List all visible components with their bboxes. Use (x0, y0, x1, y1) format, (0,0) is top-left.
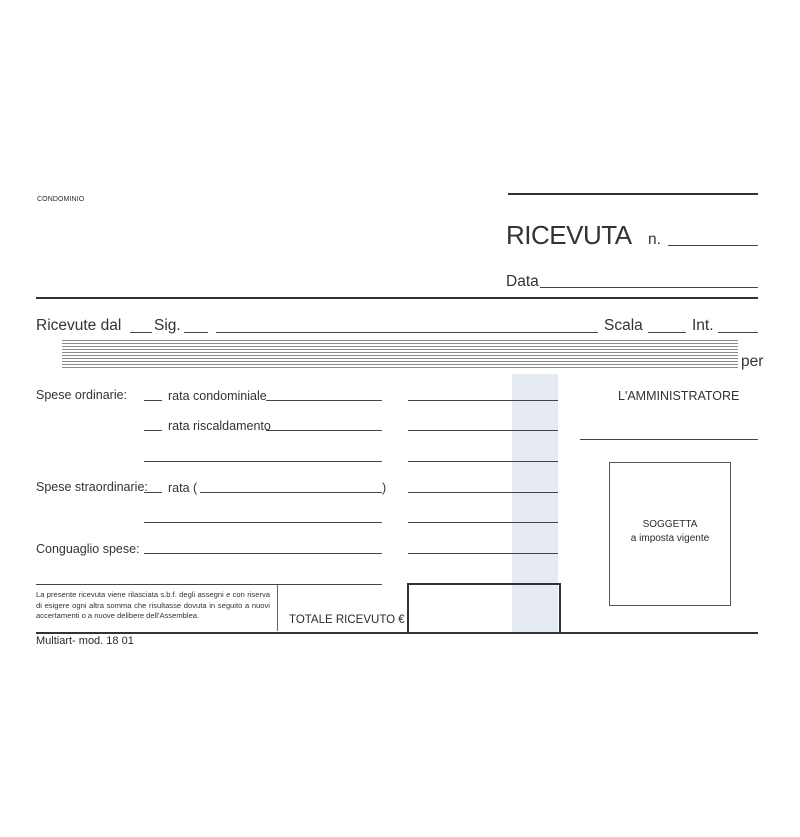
rata-riscaldamento-label: rata riscaldamento (168, 419, 271, 433)
rata-condominiale-check[interactable] (144, 400, 162, 401)
date-label: Data (506, 273, 539, 290)
total-amount-box[interactable] (407, 583, 561, 634)
received-from-label: Ricevute dal (36, 317, 122, 334)
disclaimer-note: La presente ricevuta viene rilasciata s.b.f. degli assegni e con riserva di esigere ogni altra somma che risultasse dovuta in seguito a nuovi accertamenti o a nuove delibere dell'Assemblea. (36, 590, 270, 620)
condominio-label: CONDOMINIO (37, 196, 85, 203)
sig-label: Sig. (154, 317, 181, 334)
int-field[interactable] (718, 332, 758, 333)
ordinary-extra-amount[interactable] (408, 461, 558, 462)
title-top-rule (508, 193, 758, 195)
rata-condominiale-field[interactable] (266, 400, 382, 401)
amount-in-words-field[interactable] (62, 340, 738, 368)
note-divider (277, 585, 278, 631)
extraordinary-rata-check[interactable] (144, 492, 162, 493)
rata-riscaldamento-amount[interactable] (408, 430, 558, 431)
extraordinary-extra-field[interactable] (144, 522, 382, 523)
received-from-field[interactable] (130, 332, 152, 333)
header-divider (36, 297, 758, 299)
extraordinary-rata-close: ) (382, 481, 387, 495)
ordinary-extra-field[interactable] (144, 461, 382, 462)
extraordinary-extra-amount[interactable] (408, 522, 558, 523)
total-received-label: TOTALE RICEVUTO € (289, 614, 405, 626)
number-label: n. (648, 231, 661, 248)
number-field[interactable] (668, 245, 758, 246)
scala-label: Scala (604, 317, 643, 334)
rata-riscaldamento-check[interactable] (144, 430, 162, 431)
model-code: Multiart- mod. 18 01 (36, 635, 134, 647)
tax-stamp-box (609, 462, 731, 606)
administrator-signature-field[interactable] (580, 439, 758, 440)
rata-condominiale-amount[interactable] (408, 400, 558, 401)
tax-stamp-line2: a imposta vigente (630, 533, 710, 544)
conguaglio-label: Conguaglio spese: (36, 542, 140, 556)
date-field[interactable] (540, 287, 758, 288)
scala-field[interactable] (648, 332, 686, 333)
rata-riscaldamento-field[interactable] (266, 430, 382, 431)
extraordinary-expenses-label: Spese straordinarie: (36, 480, 148, 494)
extraordinary-rata-label: rata ( (168, 481, 198, 495)
per-label: per (741, 353, 764, 370)
administrator-label: L'AMMINISTRATORE (618, 389, 740, 403)
note-top-rule (36, 584, 382, 585)
int-label: Int. (692, 317, 714, 334)
rata-condominiale-label: rata condominiale (168, 389, 267, 403)
footer-rule (36, 632, 758, 634)
sig-name-field[interactable] (216, 332, 598, 333)
conguaglio-field[interactable] (144, 553, 382, 554)
conguaglio-amount[interactable] (408, 553, 558, 554)
sig-short-field[interactable] (184, 332, 208, 333)
receipt-title: RICEVUTA (506, 220, 632, 250)
ordinary-expenses-label: Spese ordinarie: (36, 388, 128, 402)
tax-stamp-line1: SOGGETTA (642, 519, 698, 530)
extraordinary-rata-amount[interactable] (408, 492, 558, 493)
extraordinary-rata-field[interactable] (200, 492, 382, 493)
